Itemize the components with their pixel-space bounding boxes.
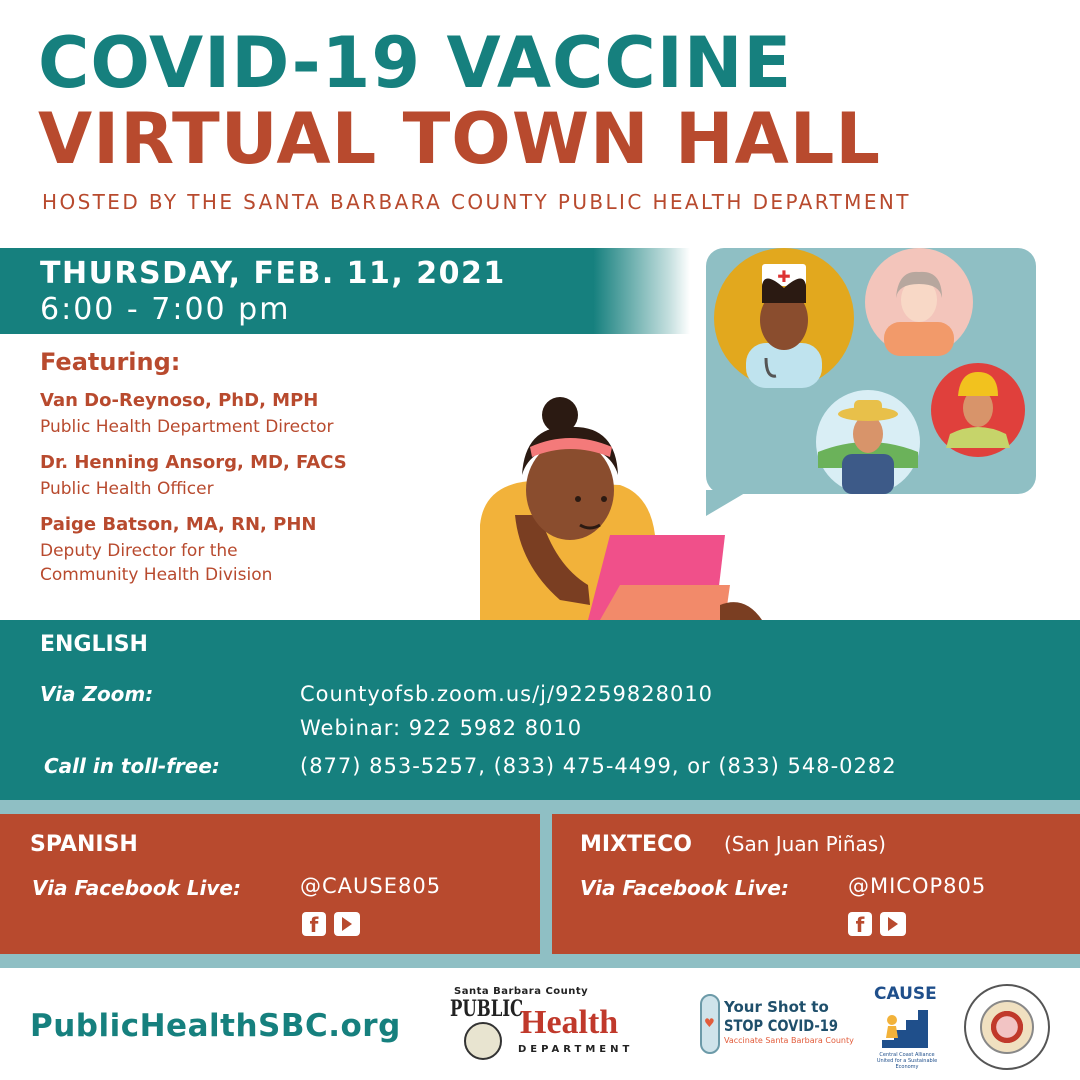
mixteco-fb-label: Via Facebook Live: [580,876,789,900]
title-line-1: COVID-19 VACCINE [38,22,793,104]
phd-logo-department: DEPARTMENT [518,1044,634,1055]
farmer-avatar-icon [816,390,920,494]
spanish-fb-handle[interactable]: @CAUSE805 [300,874,442,898]
speaker-2-role: Public Health Officer [40,479,214,499]
zoom-url-link[interactable]: Countyofsb.zoom.us/j/92259828010 [300,682,714,706]
shot-logo-line-3: Vaccinate Santa Barbara County [724,1036,854,1045]
title-line-2: VIRTUAL TOWN HALL [38,98,881,180]
cause-logo [866,984,944,1068]
county-seal-icon [464,1022,502,1060]
facebook-icon[interactable]: f [302,912,326,936]
shot-logo-line-1: Your Shot to [724,998,829,1016]
featuring-heading: Featuring: [40,348,181,376]
svg-text:✚: ✚ [777,267,791,286]
mixteco-social-icons [848,912,906,936]
zoom-label: Via Zoom: [40,682,154,706]
nurse-avatar-icon [714,248,854,388]
cause-logo-title: CAUSE [874,984,937,1004]
mixteco-section [552,814,1080,954]
phd-logo-health: Health [520,1004,619,1041]
spanish-social-icons [302,912,360,936]
speaker-3-name: Paige Batson, MA, RN, PHN [40,514,317,535]
public-health-department-logo [448,986,656,1060]
mixteco-subtitle: (San Juan Piñas) [724,832,886,856]
event-date: THURSDAY, FEB. 11, 2021 [40,256,506,291]
spanish-heading: SPANISH [30,832,138,857]
heart-icon: ♥ [704,1016,715,1030]
live-video-icon[interactable] [880,912,906,936]
micop-emblem-icon [980,1000,1034,1054]
event-time: 6:00 - 7:00 pm [40,292,291,327]
date-banner [0,248,690,334]
phone-label: Call in toll-free: [44,754,220,778]
cause-stairs-icon [880,1006,930,1050]
speaker-3-role-1: Deputy Director for the [40,541,238,561]
construction-worker-avatar-icon [931,363,1025,457]
webinar-id: Webinar: 922 5982 8010 [300,716,583,740]
spanish-section [0,814,540,954]
speaker-1-role: Public Health Department Director [40,417,334,437]
your-shot-logo [700,994,854,1060]
mixteco-fb-handle[interactable]: @MICOP805 [848,874,987,898]
elderly-woman-avatar-icon [865,248,973,356]
shot-logo-line-2: STOP COVID-19 [724,1016,839,1035]
website-link[interactable]: PublicHealthSBC.org [30,1008,401,1044]
cause-logo-tagline: Central Coast Alliance United for a Sustainable Economy [876,1052,938,1070]
english-section [0,620,1080,800]
phone-numbers: (877) 853-5257, (833) 475-4499, or (833) 548-0282 [300,754,897,778]
hosted-by: HOSTED BY THE SANTA BARBARA COUNTY PUBLIC HEALTH DEPARTMENT [42,190,911,214]
facebook-icon[interactable]: f [848,912,872,936]
micop-logo [964,984,1050,1070]
phd-logo-public: PUBLIC [450,996,524,1022]
live-video-icon[interactable] [334,912,360,936]
phd-logo-county: Santa Barbara County [454,986,589,997]
speaker-3-role-2: Community Health Division [40,565,273,585]
mixteco-heading: MIXTECO [580,832,692,857]
woman-with-laptop-illustration [470,395,770,620]
speaker-1-name: Van Do-Reynoso, PhD, MPH [40,390,319,411]
speaker-2-name: Dr. Henning Ansorg, MD, FACS [40,452,347,473]
spanish-fb-label: Via Facebook Live: [32,876,241,900]
english-heading: ENGLISH [40,632,148,657]
